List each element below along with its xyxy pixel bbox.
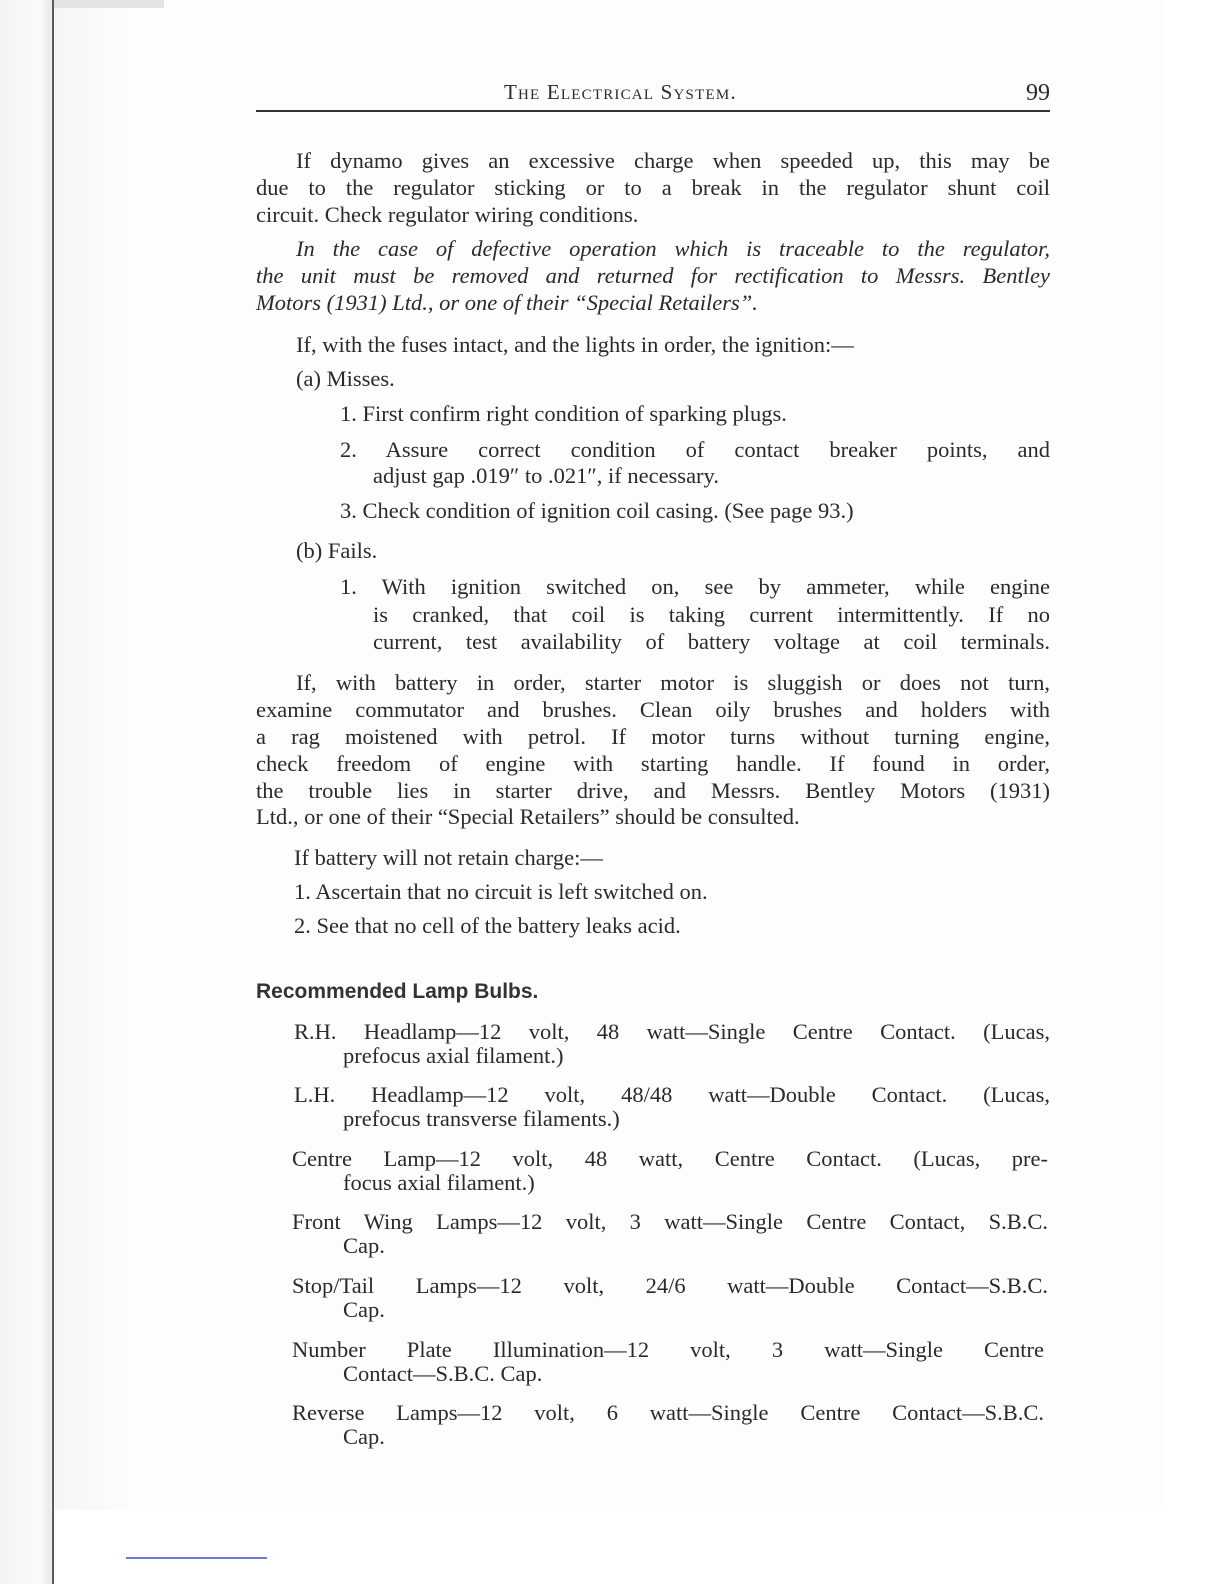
bulb-front-wing-cont: Cap. [343,1233,385,1258]
bulb-rh-headlamp: R.H. Headlamp—12 volt, 48 watt—Single Centre Contact. (Lucas, [294,1019,1050,1044]
fails-item-1-cont-a: is cranked, that coil is taking current intermittently. If no [373,602,1050,627]
bulb-centre-lamp: Centre Lamp—12 volt, 48 watt, Centre Contact. (Lucas, pre- [292,1146,1048,1171]
starter-line-2: examine commutator and brushes. Clean oily brushes and holders with [256,697,1050,722]
misses-item-2-cont: adjust gap .019″ to .021″, if necessary. [373,463,719,488]
bulb-stop-tail: Stop/Tail Lamps—12 volt, 24/6 watt—Double Contact—S.B.C. [292,1273,1048,1298]
misses-item-3: 3. Check condition of ignition coil casing. (See page 93.) [340,498,854,523]
fails-item-1-cont-b: current, test availability of battery voltage at coil terminals. [373,629,1050,654]
scan-gutter [54,0,154,1510]
dynamo-line-2: due to the regulator sticking or to a break in the regulator shunt coil [256,175,1050,200]
scan-edge [0,0,54,1584]
misses-item-2: 2. Assure correct condition of contact breaker points, and [340,437,1050,462]
dynamo-line-1: If dynamo gives an excessive charge when speeded up, this may be [296,148,1050,173]
header-rule [256,110,1050,112]
bulb-lh-headlamp: L.H. Headlamp—12 volt, 48/48 watt—Double Contact. (Lucas, [294,1082,1050,1107]
starter-line-3: a rag moistened with petrol. If motor turns without turning engine, [256,724,1050,749]
scan-corner [54,0,164,8]
regulator-note-line-3: Motors (1931) Ltd., or one of their “Special Retailers”. [256,290,758,315]
ignition-intro: If, with the fuses intact, and the lights in order, the ignition:— [296,332,854,357]
bulb-rh-headlamp-cont: prefocus axial filament.) [343,1043,564,1068]
fails-label: (b) Fails. [296,538,378,563]
starter-line-6: Ltd., or one of their “Special Retailers” should be consulted. [256,804,800,829]
bulb-reverse-cont: Cap. [343,1424,385,1449]
regulator-note-line-2: the unit must be removed and returned for rectification to Messrs. Bentley [256,263,1050,288]
misses-item-1: 1. First confirm right condition of sparking plugs. [340,401,787,426]
starter-line-5: the trouble lies in starter drive, and Messrs. Bentley Motors (1931) [256,778,1050,803]
battery-item-2: 2. See that no cell of the battery leaks acid. [294,913,681,938]
scan-edge-line [52,0,54,1584]
starter-line-4: check freedom of engine with starting handle. If found in order, [256,751,1050,776]
bottom-rule [126,1557,267,1559]
page-number: 99 [1026,80,1050,106]
bulb-stop-tail-cont: Cap. [343,1297,385,1322]
battery-intro: If battery will not retain charge:— [294,845,603,870]
misses-label: (a) Misses. [296,366,395,391]
bulb-number-plate: Number Plate Illumination—12 volt, 3 watt—Single Centre [292,1337,1044,1362]
bulb-number-plate-cont: Contact—S.B.C. Cap. [343,1361,543,1386]
page-header [256,72,1050,112]
bulb-reverse: Reverse Lamps—12 volt, 6 watt—Single Centre Contact—S.B.C. [292,1400,1044,1425]
battery-item-1: 1. Ascertain that no circuit is left switched on. [294,879,708,904]
fails-item-1: 1. With ignition switched on, see by ammeter, while engine [340,574,1050,599]
bulbs-heading: Recommended Lamp Bulbs. [256,980,539,1003]
running-title: The Electrical System. [504,80,737,104]
bulb-front-wing: Front Wing Lamps—12 volt, 3 watt—Single Centre Contact, S.B.C. [292,1209,1048,1234]
starter-line-1: If, with battery in order, starter motor is sluggish or does not turn, [296,670,1050,695]
dynamo-line-3: circuit. Check regulator wiring conditions. [256,202,639,227]
regulator-note-line-1: In the case of defective operation which is traceable to the regulator, [296,236,1050,261]
bulb-lh-headlamp-cont: prefocus transverse filaments.) [343,1106,620,1131]
bulb-centre-lamp-cont: focus axial filament.) [343,1170,535,1195]
